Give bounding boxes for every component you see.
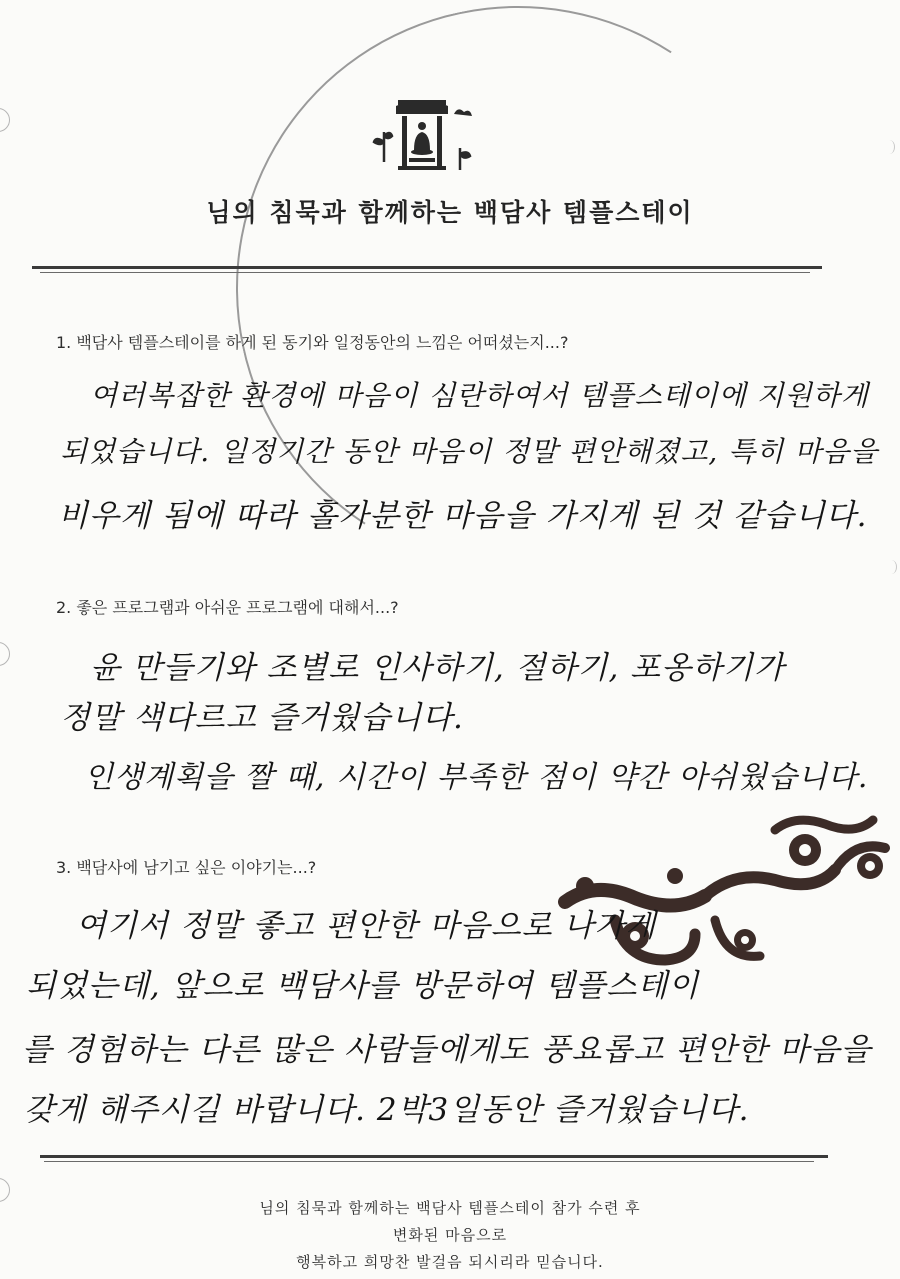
answer-1-line-3: 비우게 됨에 따라 홀가분한 마음을 가지게 된 것 같습니다.	[58, 498, 868, 534]
divider-top-thin	[40, 272, 810, 273]
answer-3-line-1: 여기서 정말 좋고 편안한 마음으로 나가게	[76, 908, 657, 944]
answer-1-line-1: 여러복잡한 환경에 마음이 심란하여서 템플스테이에 지원하게	[90, 379, 869, 412]
footer-line-3: 행복하고 희망찬 발걸음 되시리라 믿습니다.	[296, 1253, 604, 1271]
punch-hole	[0, 108, 10, 132]
answer-2-line-3: 인생계획을 짤 때, 시간이 부족한 점이 약간 아쉬웠습니다.	[84, 760, 869, 795]
divider-top	[32, 266, 822, 269]
scan-mark	[884, 140, 895, 154]
answer-3-line-2: 되었는데, 앞으로 백담사를 방문하여 템플스테이	[26, 968, 700, 1004]
temple-buddha-emblem-icon	[362, 92, 482, 178]
divider-bottom	[40, 1155, 828, 1158]
footer-line-2: 변화된 마음으로	[392, 1226, 508, 1244]
question-2: 2. 좋은 프로그램과 아쉬운 프로그램에 대해서...?	[56, 598, 399, 617]
divider-bottom-thin	[44, 1161, 814, 1162]
punch-hole	[0, 642, 10, 666]
question-1: 1. 백담사 템플스테이를 하게 된 동기와 일정동안의 느낌은 어떠셨는지...?	[56, 333, 569, 352]
footer-line-1: 님의 침묵과 함께하는 백담사 템플스테이 참가 수련 후	[259, 1199, 641, 1217]
answer-2-line-1: 윤 만들기와 조별로 인사하기, 절하기, 포옹하기가	[90, 650, 785, 686]
answer-2-line-2: 정말 색다르고 즐거웠습니다.	[60, 700, 464, 736]
answer-1-line-2: 되었습니다. 일정기간 동안 마음이 정말 편안해졌고, 특히 마음을	[60, 435, 879, 468]
answer-3-line-4: 갖게 해주시길 바랍니다. 2박3일동안 즐거웠습니다.	[24, 1092, 750, 1128]
question-3: 3. 백담사에 남기고 싶은 이야기는...?	[56, 858, 317, 877]
page-title: 님의 침묵과 함께하는 백담사 템플스테이	[206, 198, 694, 227]
scan-mark	[886, 560, 897, 574]
answer-3-line-3: 를 경험하는 다른 많은 사람들에게도 풍요롭고 편안한 마음을	[22, 1032, 872, 1068]
